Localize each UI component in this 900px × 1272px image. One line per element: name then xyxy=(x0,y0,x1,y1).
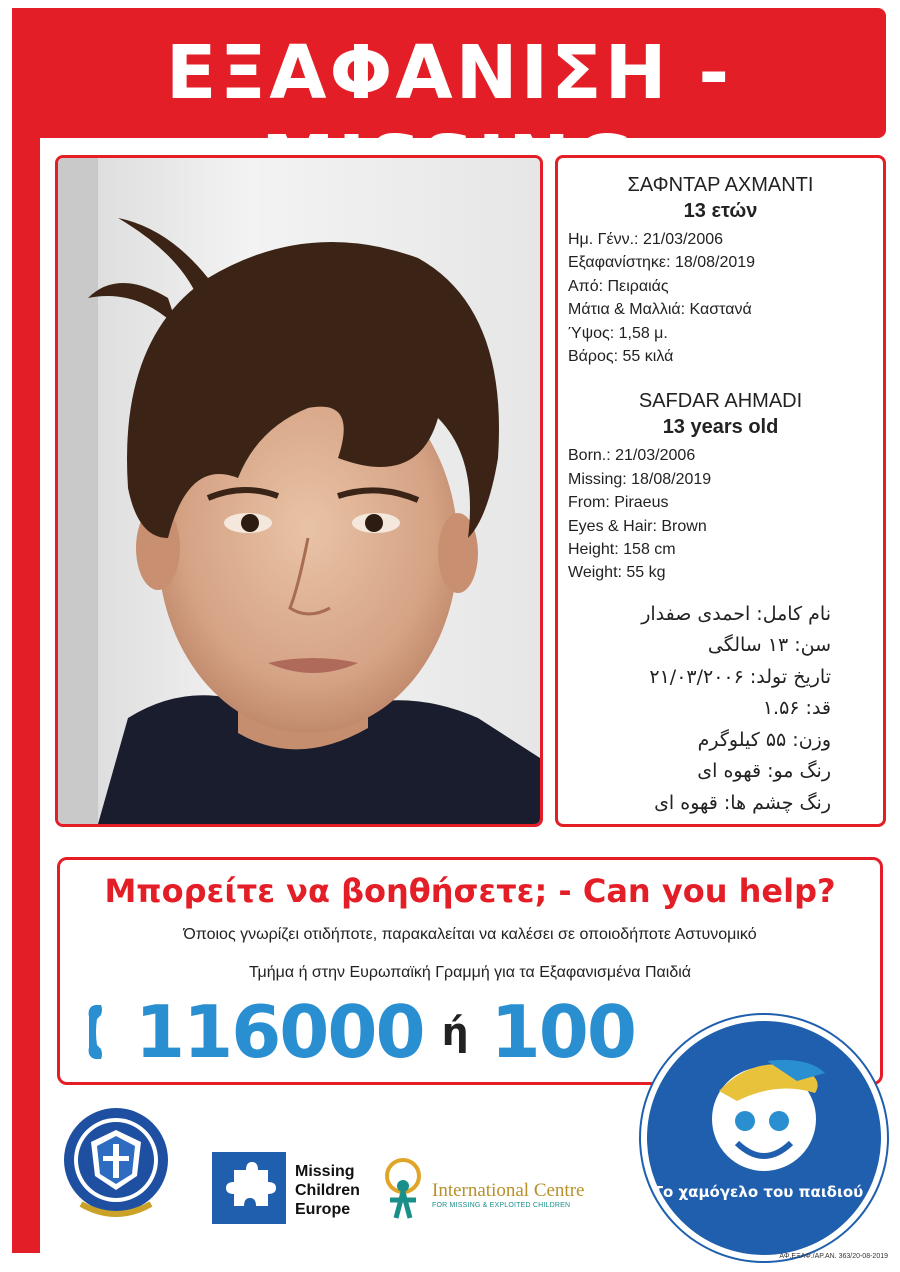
police-emblem-icon xyxy=(57,1104,175,1224)
detail-english: Eyes & Hair: Brown xyxy=(568,517,707,535)
icmec-name: International Centre xyxy=(432,1180,585,1201)
detail-english: Weight: 55 kg xyxy=(568,564,666,582)
detail-greek: Βάρος: 55 κιλά xyxy=(568,348,674,366)
age-greek: 13 ετών xyxy=(683,200,758,222)
detail-greek: Ημ. Γένν.: 21/03/2006 xyxy=(568,231,724,248)
detail-farsi: نام کامل: احمدی صفدار xyxy=(641,602,831,625)
detail-farsi: تاریخ تولد: ۲۱/۰۳/۲۰۰۶ xyxy=(649,665,831,688)
detail-farsi: رنگ چشم ها: قهوه ای xyxy=(654,791,831,814)
detail-greek: Ύψος: 1,58 μ. xyxy=(568,324,668,342)
page-title: ΕΞΑΦΑΝΙΣΗ - xyxy=(165,30,733,116)
help-text-line2: Τμήμα ή στην Ευρωπαϊκή Γραμμή για τα Εξαφανισμένα Παιδιά xyxy=(248,964,692,981)
detail-greek: Από: Πειραιάς xyxy=(568,277,669,295)
mce-label-line: Missing xyxy=(295,1163,355,1180)
mce-label xyxy=(295,1162,360,1219)
smile-of-the-child-logo xyxy=(641,1015,887,1261)
smiling-child-icon xyxy=(647,1021,881,1255)
child-photo xyxy=(55,155,543,827)
phone-numbers xyxy=(85,990,635,1074)
help-title: Μπορείτε να βοηθήσετε; - Can you help? xyxy=(104,872,836,910)
missing-children-europe-logo xyxy=(212,1152,286,1224)
phone-icon xyxy=(85,1001,119,1063)
info-panel xyxy=(555,155,886,827)
detail-farsi: رنگ مو: قهوه ای xyxy=(697,760,831,783)
or-label: ή xyxy=(441,1010,469,1054)
mce-label-line: Europe xyxy=(295,1201,351,1218)
icmec-subtitle: FOR MISSING & EXPLOITED CHILDREN xyxy=(432,1202,571,1209)
detail-farsi: وزن: ۵۵ کیلوگرم xyxy=(697,728,831,751)
detail-english: From: Piraeus xyxy=(568,494,669,512)
smile-label: Το χαμόγελο του παιδιού xyxy=(652,1183,864,1201)
detail-greek: Εξαφανίστηκε: 18/08/2019 xyxy=(568,254,756,272)
detail-farsi: سن: ۱۳ سالگی xyxy=(707,634,831,657)
age-english: 13 years old xyxy=(662,416,779,439)
detail-english: Missing: 18/08/2019 xyxy=(568,470,712,488)
puzzle-icon xyxy=(212,1152,286,1224)
detail-english: Born.: 21/03/2006 xyxy=(568,447,696,465)
hellenic-police-logo xyxy=(57,1104,175,1224)
portrait-image xyxy=(58,158,540,824)
detail-greek: Μάτια & Μαλλιά: Καστανά xyxy=(568,301,752,319)
detail-farsi: قد: ۱.۵۶ xyxy=(762,697,831,720)
police-number[interactable]: 100 xyxy=(490,990,635,1074)
help-text-line1: Όποιος γνωρίζει οτιδήποτε, παρακαλείται να καλέσει σε οποιοδήποτε Αστυνομικό xyxy=(183,926,757,943)
icmec-figure-icon xyxy=(378,1156,428,1226)
icmec-logo xyxy=(378,1156,428,1226)
hotline-number[interactable]: 116000 xyxy=(135,990,424,1074)
name-greek: ΣΑΦΝΤΑΡ ΑΧΜΑΝΤΙ xyxy=(627,174,814,196)
mce-label-line: Children xyxy=(295,1182,360,1199)
reference-code: ΑΦ.ΕΞΑΦ./ΑΡ.ΑΝ. 363/20-08-2019 xyxy=(779,1253,888,1260)
name-english: SAFDAR AHMADI xyxy=(638,390,803,413)
title-banner xyxy=(12,8,886,138)
detail-english: Height: 158 cm xyxy=(568,541,676,559)
